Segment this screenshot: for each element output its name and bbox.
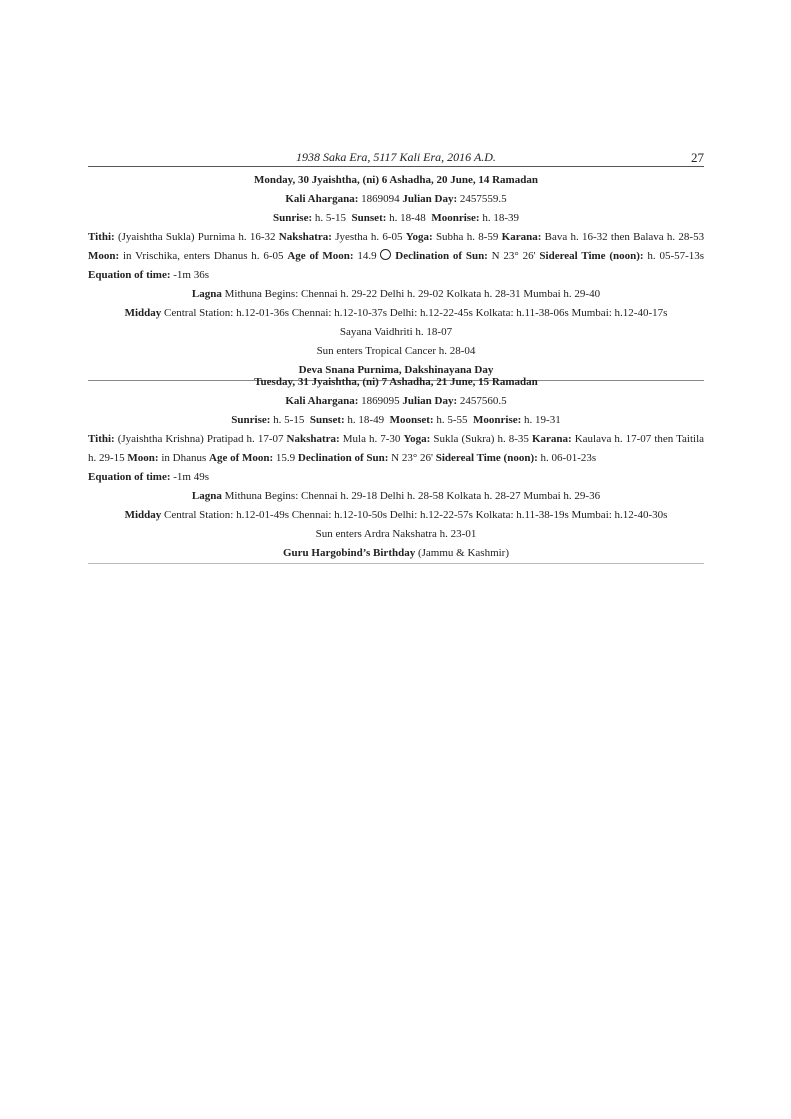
sidereal-label: Sidereal Time (noon):: [539, 250, 644, 262]
nakshatra-value: Jyestha h. 6-05: [335, 231, 403, 243]
ahargana-line: [88, 190, 704, 209]
midday-label: Midday: [124, 307, 162, 319]
equation-of-time-label: Equation of time:: [88, 471, 171, 483]
kali-value: 1869095: [361, 395, 400, 407]
karana-label: Karana:: [531, 433, 572, 445]
age-of-moon-label: Age of Moon:: [287, 250, 354, 262]
moon-label: Moon:: [88, 250, 120, 262]
sunset-value: h. 18-49: [347, 414, 385, 426]
declination-value: N 23° 26': [491, 250, 536, 262]
moonset-value: h. 5-55: [436, 414, 468, 426]
day-heading: Monday, 30 Jyaishtha, (ni) 6 Ashadha, 20 June, 14 Ramadan: [254, 174, 538, 186]
moonrise-value: h. 18-39: [482, 212, 519, 224]
equation-of-time-value: -1m 36s: [173, 269, 209, 281]
nakshatra-value: Mula h. 7-30: [342, 433, 401, 445]
lagna-line: [88, 487, 704, 506]
sunrise-value: h. 5-15: [314, 212, 347, 224]
day-entry-monday: [88, 171, 704, 381]
midday-value: Central Station: h.12-01-36s Chennai: h.12-10-37s Delhi: h.12-22-45s Kolkata: h.11-38-06s Mumbai: h.12-40-17s: [164, 307, 668, 319]
declination-label: Declination of Sun:: [297, 452, 389, 464]
julian-value: 2457559.5: [459, 193, 507, 205]
sidereal-value: h. 06-01-23s: [540, 452, 597, 464]
tithi-label: Tithi:: [88, 433, 115, 445]
sun-moon-times: [88, 209, 704, 228]
festival-note: (Jammu & Kashmir): [417, 547, 510, 559]
moonset-label: Moonset:: [389, 414, 434, 426]
lagna-value: Mithuna Begins: Chennai h. 29-22 Delhi h. 29-02 Kolkata h. 28-31 Mumbai h. 29-40: [224, 288, 601, 300]
sun-moon-times: [88, 411, 704, 430]
yoga-value: Sukla (Sukra) h. 8-35: [433, 433, 529, 445]
age-of-moon-value: 15.9: [275, 452, 296, 464]
festival-line: Deva Snana Purnima, Dakshinayana Day: [298, 364, 494, 376]
festival-line: [88, 544, 704, 563]
lagna-line: [88, 285, 704, 304]
lagna-label: Lagna: [191, 490, 222, 502]
yoga-label: Yoga:: [403, 433, 431, 445]
kali-value: 1869094: [361, 193, 400, 205]
moonrise-label: Moonrise:: [431, 212, 480, 224]
tithi-value: (Jyaishtha Krishna) Pratipad h. 17-07: [117, 433, 284, 445]
tithi-label: Tithi:: [88, 231, 115, 243]
sunset-label: Sunset:: [351, 212, 387, 224]
midday-label: Midday: [124, 509, 162, 521]
karana-label: Karana:: [501, 231, 542, 243]
julian-label: Julian Day:: [402, 395, 458, 407]
age-of-moon-value: 14.9: [357, 250, 377, 262]
day-heading: Tuesday, 31 Jyaishtha, (ni) 7 Ashadha, 21 June, 15 Ramadan: [254, 376, 538, 388]
nakshatra-label: Nakshatra:: [278, 231, 332, 243]
midday-line: [88, 506, 704, 525]
event-line: Sun enters Ardra Nakshatra h. 23-01: [315, 528, 477, 540]
kali-label: Kali Ahargana:: [285, 395, 359, 407]
lagna-label: Lagna: [191, 288, 222, 300]
panchanga-details: [88, 430, 704, 487]
midday-line: [88, 304, 704, 323]
ahargana-line: [88, 392, 704, 411]
full-moon-icon: [380, 249, 391, 260]
karana-value: Bava h. 16-32 then Balava h. 28-53: [544, 231, 705, 243]
sidereal-label: Sidereal Time (noon):: [435, 452, 538, 464]
midday-value: Central Station: h.12-01-49s Chennai: h.12-10-50s Delhi: h.12-22-57s Kolkata: h.11-38-19s Mumbai: h.12-40-30s: [164, 509, 668, 521]
event-line: Sun enters Tropical Cancer h. 28-04: [316, 345, 476, 357]
julian-value: 2457560.5: [459, 395, 507, 407]
festival-name: Guru Hargobind’s Birthday: [282, 547, 416, 559]
panchanga-details: [88, 228, 704, 285]
equation-of-time-value: -1m 49s: [173, 471, 209, 483]
karana-value: Kaulava h. 17-07 then Taitila h. 29-15: [88, 433, 705, 464]
yoga-label: Yoga:: [405, 231, 433, 243]
declination-value: N 23° 26': [391, 452, 433, 464]
page-number: 27: [691, 150, 704, 165]
moonrise-value: h. 19-31: [524, 414, 561, 426]
running-title: 1938 Saka Era, 5117 Kali Era, 2016 A.D.: [296, 150, 496, 164]
declination-label: Declination of Sun:: [395, 250, 488, 262]
moon-label: Moon:: [127, 452, 159, 464]
sunrise-label: Sunrise:: [273, 212, 313, 224]
tithi-value: (Jyaishtha Sukla) Purnima h. 16-32: [117, 231, 276, 243]
sidereal-value: h. 05-57-13s: [647, 250, 705, 262]
sunrise-label: Sunrise:: [231, 414, 271, 426]
nakshatra-label: Nakshatra:: [286, 433, 340, 445]
kali-label: Kali Ahargana:: [285, 193, 359, 205]
sunset-value: h. 18-48: [389, 212, 426, 224]
age-of-moon-label: Age of Moon:: [209, 452, 274, 464]
moon-value: in Dhanus: [161, 452, 207, 464]
julian-label: Julian Day:: [402, 193, 458, 205]
moonrise-label: Moonrise:: [473, 414, 522, 426]
page-header: [88, 150, 704, 167]
moon-value: in Vrischika, enters Dhanus h. 6-05: [122, 250, 284, 262]
event-line: Sayana Vaidhriti h. 18-07: [339, 326, 453, 338]
sunset-label: Sunset:: [309, 414, 345, 426]
sunrise-value: h. 5-15: [273, 414, 305, 426]
day-entry-tuesday: [88, 373, 704, 564]
equation-of-time-label: Equation of time:: [88, 269, 171, 281]
yoga-value: Subha h. 8-59: [435, 231, 499, 243]
lagna-value: Mithuna Begins: Chennai h. 29-18 Delhi h. 28-58 Kolkata h. 28-27 Mumbai h. 29-36: [224, 490, 601, 502]
